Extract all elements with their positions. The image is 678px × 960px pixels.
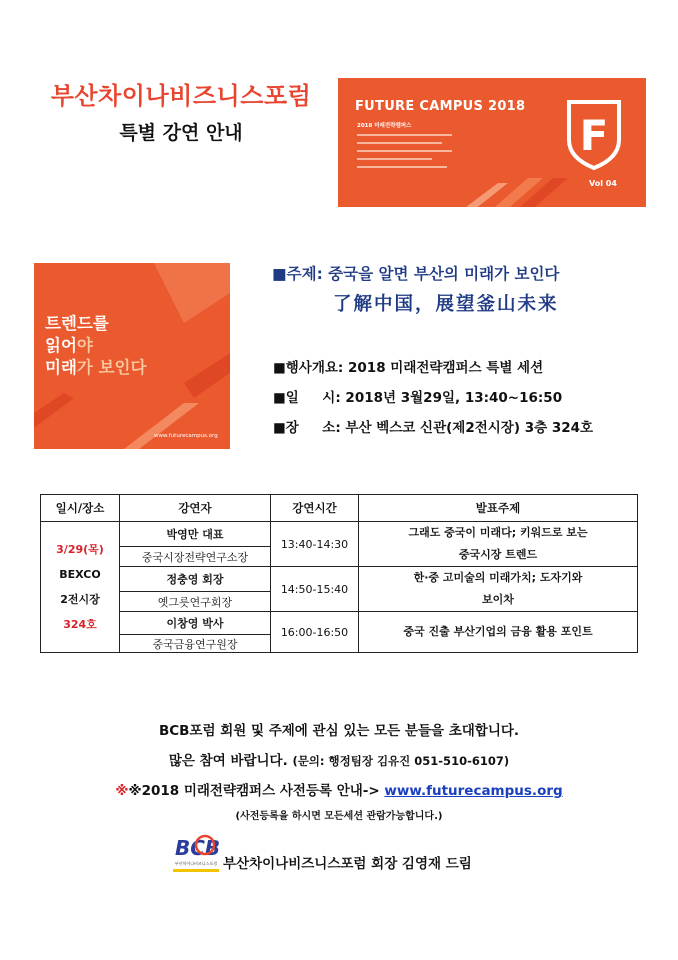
logo-letter: F [579,111,609,160]
table-header-row [41,495,638,522]
poster-url: www.futurecampus.org [154,433,218,439]
table-row [41,567,638,592]
contact-info: (문의: 행정팀장 김유진 051-510-6107) [292,754,510,768]
banner-text-line [357,166,447,168]
svg-text:BCB: BCB [175,836,219,860]
signature: 부산차이나비즈니스포럼 회장 김영재 드림 [223,856,472,872]
trend-poster [34,263,230,449]
header-time: 강연시간 [271,495,359,522]
event-overview: ■행사개요: 2018 미래전략캠퍼스 특별 세션 [273,360,544,376]
banner-text-line [357,142,442,144]
speaker-org: 중국시장전략연구소장 [120,547,271,567]
page-title: 부산차이나비즈니스포럼 [50,82,312,110]
table-row [41,522,638,547]
table-row [41,612,638,635]
banner-volume: Vol 04 [589,179,617,188]
bcb-logo [173,831,219,873]
session-time: 16:00-16:50 [271,612,359,653]
topic-heading: ■주제: 중국을 알면 부산의 미래가 보인다 [272,265,560,283]
session-time: 14:50-15:40 [271,567,359,612]
topic-chinese: 了解中国，展望釜山未来 [333,294,559,315]
svg-text:부산차이나비즈니스포럼: 부산차이나비즈니스포럼 [174,861,218,866]
venue-hall: 2전시장 [60,593,100,606]
header-topic: 발표주제 [359,495,638,522]
registration-note: (사전등록을 하시면 모든세션 관람가능합니다.) [235,811,443,822]
event-day: 3/29(목) [56,543,104,556]
poster-line-1: 트렌드를 [45,314,109,333]
banner-title: FUTURE CAMPUS 2018 [355,99,526,114]
poster-stripes [34,263,230,449]
date-place-cell [41,522,120,653]
speaker-name: 정충영 회장 [120,567,271,592]
header-date-place: 일시/장소 [41,495,120,522]
poster-line-3: 미래가 보인다 [45,358,147,377]
bcb-logo-icon [173,831,219,873]
session-time: 13:40-14:30 [271,522,359,567]
banner-subtitle: 2018 미래전략캠퍼스 [357,123,412,129]
speaker-name: 박영만 대표 [120,522,271,547]
schedule-table [40,494,638,653]
venue-name: BEXCO [59,568,101,581]
speaker-org: 중국금융연구원장 [120,635,271,653]
event-place: ■장 소: 부산 벡스코 신관(제2전시장) 3층 324호 [273,420,594,436]
banner-text-line [357,150,452,152]
speaker-name: 이창영 박사 [120,612,271,635]
participation-line: 많은 참여 바랍니다. (문의: 행정팀장 김유진 051-510-6107) [168,753,510,769]
session-topic: 그래도 중국이 미래다; 키워드로 보는 중국시장 트렌드 [359,522,638,567]
banner-text-line [357,158,432,160]
future-campus-banner [338,78,646,207]
registration-line: ※※2018 미래전략캠퍼스 사전등록 안내-> www.futurecampus.org [115,783,563,799]
poster-line-2: 읽어야 [45,336,93,355]
future-campus-f-logo-icon [563,98,625,170]
banner-text-line [357,134,452,136]
header-speaker: 강연자 [120,495,271,522]
event-date: ■일 시: 2018년 3월29일, 13:40~16:50 [273,390,563,406]
session-topic: 한·중 고미술의 미래가치; 도자기와 보이차 [359,567,638,612]
invitation-text: BCB포럼 회원 및 주제에 관심 있는 모든 분들을 초대합니다. [158,723,520,739]
registration-link[interactable]: www.futurecampus.org [384,783,563,799]
speaker-org: 옛그릇연구회장 [120,592,271,612]
venue-room: 324호 [63,618,97,631]
page-subtitle: 특별 강연 안내 [119,122,243,144]
session-topic: 중국 진출 부산기업의 금융 활용 포인트 [359,612,638,653]
